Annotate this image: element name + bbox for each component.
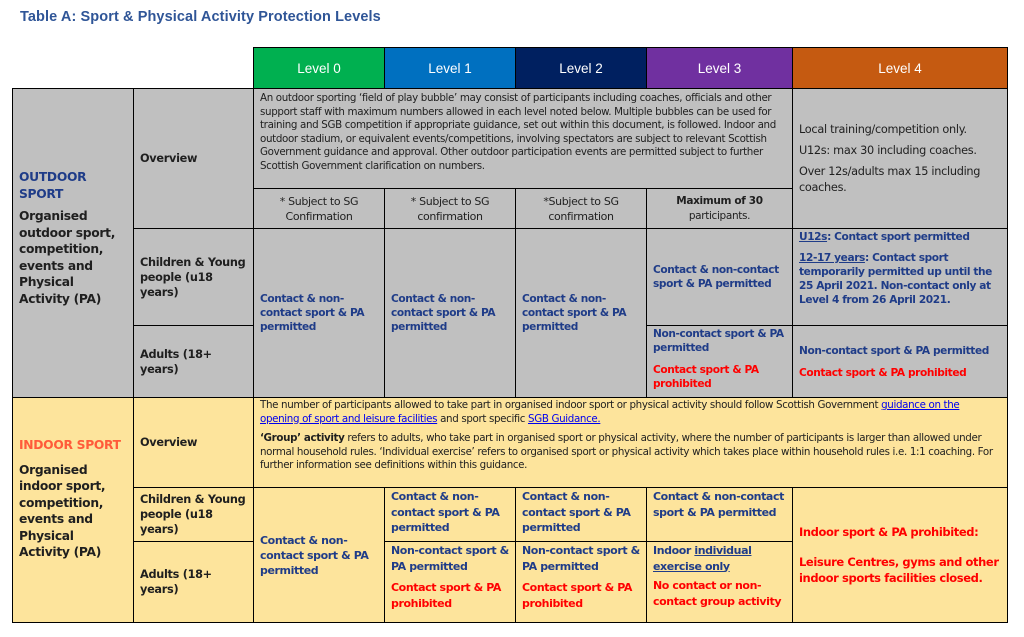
permitted-text: Contact & non-contact sport & PA permitted xyxy=(522,490,631,534)
permitted-text: Non-contact sport & PA permitted xyxy=(522,544,640,573)
prohibited-text: Contact sport & PA prohibited xyxy=(653,364,759,390)
indoor-overview-paragraph-2 xyxy=(260,432,1001,473)
permitted-text: Contact & non-contact sport & PA permitted xyxy=(391,293,496,333)
indoor-children-level-3 xyxy=(646,487,793,542)
group-activity-term: ‘Group’ activity xyxy=(260,432,345,444)
prohibited-text: Contact sport & PA prohibited xyxy=(522,581,633,610)
sgb-guidance-link[interactable]: SGB Guidance. xyxy=(528,412,601,425)
limit-bold-text: Maximum of 30 xyxy=(676,194,763,207)
individual-exercise-rule xyxy=(653,543,786,574)
level-1-label: Level 1 xyxy=(428,60,472,76)
overview-text: refers to adults, who take part in organised sport or physical activity, where the number of participants is larger than allowed under normal household rules. ‘Individual exercise’ refers to organised sport or physical activity which takes place within household rules i.e. 1:1 coaching. For further information see definitions within this guidance. xyxy=(260,432,993,471)
level-0-header xyxy=(253,47,385,89)
outdoor-level-2-permission xyxy=(515,228,647,398)
indoor-adults-level-2 xyxy=(515,541,647,623)
indoor-overview-text-cell xyxy=(253,397,1008,488)
permitted-text: Contact & non-contact sport & PA permitted xyxy=(260,293,365,333)
limit-text: * Subject to SG confirmation xyxy=(410,194,490,223)
u12-label: U12s xyxy=(799,231,828,243)
indoor-adults-level-3 xyxy=(646,541,793,623)
table-title: Table A: Sport & Physical Activity Protection Levels xyxy=(20,9,381,25)
level-4-overview-line: Local training/competition only. xyxy=(799,122,967,136)
individual-exercise-underlined: individual exercise only xyxy=(653,544,752,573)
outdoor-overview-label xyxy=(133,88,254,229)
outdoor-children-text: Children & Young people (u18 years) xyxy=(140,255,246,299)
outdoor-limit-level-2 xyxy=(515,188,647,229)
outdoor-overview-text-cell xyxy=(253,88,793,189)
outdoor-adults-label xyxy=(133,325,254,398)
outdoor-adults-level-3 xyxy=(646,325,793,398)
limit-text: participants. xyxy=(688,209,751,222)
indoor-adults-text: Adults (18+ years) xyxy=(140,568,212,596)
outdoor-limit-level-0 xyxy=(253,188,385,229)
prohibited-text: Contact sport & PA prohibited xyxy=(799,366,967,379)
indoor-overview-label xyxy=(133,397,254,488)
outdoor-overview-level-4 xyxy=(792,88,1008,229)
level-4-header xyxy=(792,47,1008,89)
outdoor-children-level-4 xyxy=(792,228,1008,326)
outdoor-limit-level-1 xyxy=(384,188,516,229)
permitted-text: Contact & non-contact sport & PA permitted xyxy=(653,490,784,519)
outdoor-children-level-3 xyxy=(646,228,793,326)
outdoor-overview-paragraph: An outdoor sporting ‘field of play bubble’ may consist of participants including coaches, officials and other support staff with maximum numbers allowed in each level noted below. Multiple bubbles can be used for training and SGB competition if appropriate guidance, set out within this document, is followed. Indoor and outdoor stadium, or equivalent events/competitions, involving spectators are subject to relevant Scottish Government guidance and approval. Other outdoor participation events are permitted subject to further Scottish Government clarification on numbers. xyxy=(260,92,776,172)
level-4-label: Level 4 xyxy=(878,60,922,76)
outdoor-children-label xyxy=(133,228,254,326)
indoor-section-label xyxy=(12,397,134,623)
outdoor-level-0-permission xyxy=(253,228,385,398)
limit-text: *Subject to SG confirmation xyxy=(543,194,619,223)
outdoor-section-label xyxy=(12,88,134,398)
teen-label: 12-17 years xyxy=(799,252,865,264)
indoor-children-label xyxy=(133,487,254,542)
level-3-label: Level 3 xyxy=(697,60,742,76)
outdoor-adults-level-4 xyxy=(792,325,1008,398)
indoor-adults-label xyxy=(133,541,254,623)
outdoor-level-1-permission xyxy=(384,228,516,398)
indoor-children-level-2 xyxy=(515,487,647,542)
individual-exercise-prefix: Indoor xyxy=(653,544,695,557)
indoor-level-0-permission xyxy=(253,487,385,623)
indoor-heading: INDOOR SPORT xyxy=(19,438,121,453)
indoor-children-level-1 xyxy=(384,487,516,542)
permitted-text: Non-contact sport & PA permitted xyxy=(391,544,509,573)
outdoor-adults-text: Adults (18+ years) xyxy=(140,347,212,376)
guidance-link[interactable]: guidance on the opening of sport and leisure facilities xyxy=(260,399,960,425)
teen-rule xyxy=(799,251,1001,307)
permitted-text: Non-contact sport & PA permitted xyxy=(799,344,989,357)
level-2-header xyxy=(515,47,647,89)
outdoor-overview-text: Overview xyxy=(140,152,198,165)
overview-text: and sport specific xyxy=(437,412,529,425)
level-3-header xyxy=(646,47,793,89)
permitted-text: Contact & non-contact sport & PA permitted xyxy=(653,264,779,290)
facilities-closed-text: Leisure Centres, gyms and other indoor sports facilities closed. xyxy=(799,555,999,585)
level-0-label: Level 0 xyxy=(297,60,341,76)
u12-rule xyxy=(799,230,1001,244)
indoor-overview-text: Overview xyxy=(140,436,198,449)
indoor-overview-paragraph-1 xyxy=(260,399,1001,426)
outdoor-description: Organised outdoor sport, competition, events and Physical Activity (PA) xyxy=(19,209,116,306)
level-4-overview-line: U12s: max 30 including coaches. xyxy=(799,143,977,157)
indoor-adults-level-1 xyxy=(384,541,516,623)
permitted-text: Contact & non-contact sport & PA permitted xyxy=(522,293,627,333)
prohibited-text: Contact sport & PA prohibited xyxy=(391,581,502,610)
indoor-level-4-prohibition xyxy=(792,487,1008,623)
outdoor-heading: OUTDOOR SPORT xyxy=(19,170,87,201)
level-1-header xyxy=(384,47,516,89)
level-2-label: Level 2 xyxy=(559,60,603,76)
prohibited-text: Indoor sport & PA prohibited: xyxy=(799,525,979,539)
indoor-children-text: Children & Young people (u18 years) xyxy=(140,493,246,536)
permitted-text: Contact & non-contact sport & PA permitted xyxy=(391,490,500,534)
u12-text: : Contact sport permitted xyxy=(827,231,970,243)
prohibited-text: No contact or non-contact group activity xyxy=(653,579,782,608)
indoor-description: Organised indoor sport, competition, events and Physical Activity (PA) xyxy=(19,462,106,560)
permitted-text: Contact & non-contact sport & PA permitted xyxy=(260,533,369,577)
limit-text: * Subject to SG Confirmation xyxy=(279,194,359,223)
overview-text: The number of participants allowed to take part in organised indoor sport or physical activity should follow Scottish Government xyxy=(260,399,882,411)
level-4-overview-line: Over 12s/adults max 15 including coaches. xyxy=(799,164,981,194)
outdoor-limit-level-3 xyxy=(646,188,793,229)
teen-text: : Contact sport temporarily permitted up until the 25 April 2021. Non-contact only at Level 4 from 26 April 2021. xyxy=(799,252,992,306)
permitted-text: Non-contact sport & PA permitted xyxy=(653,328,784,354)
